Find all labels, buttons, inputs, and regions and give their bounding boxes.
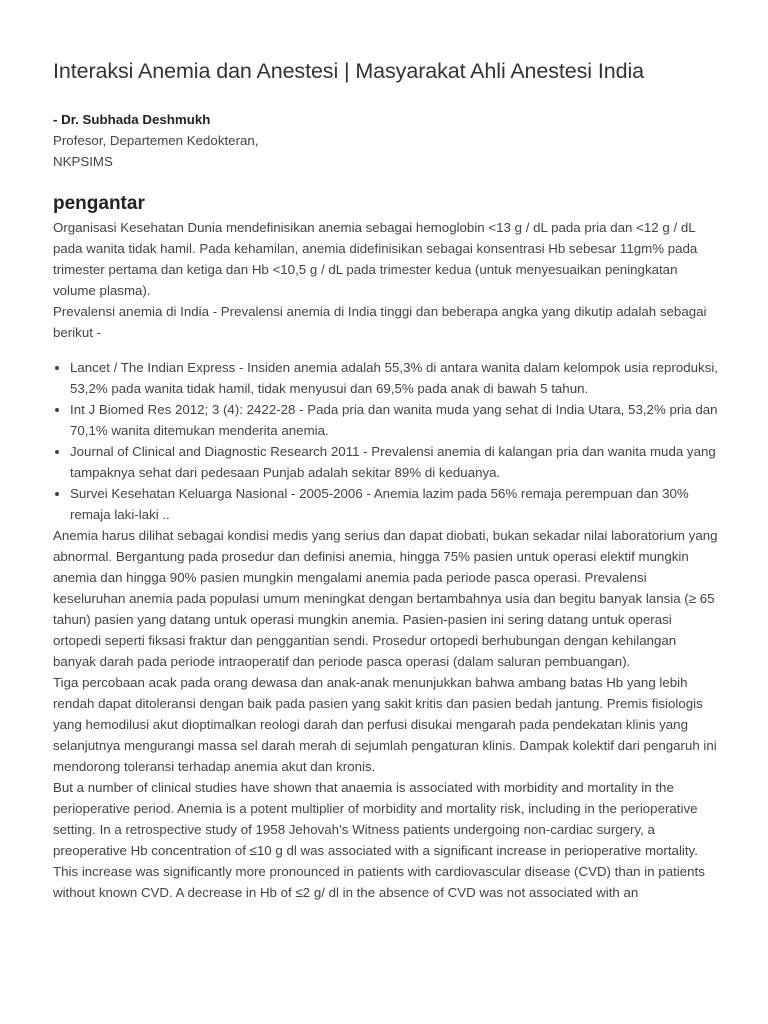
prevalence-list bbox=[53, 357, 718, 525]
paragraph-clinical-studies: But a number of clinical studies have shown that anaemia is associated with morbidity and mortality in the perioperative period. Anemia is a potent multiplier of morbidity and mortality risk, including in the perioperative setting. In a retrospective study of 1958 Jehovah’s Witness patients undergoing non-cardiac surgery, a preoperative Hb concentration of ≤10 g dl was associated with a significant increase in perioperative mortality. This increase was significantly more pronounced in patients with cardiovascular disease (CVD) than in patients without known CVD. A decrease in Hb of ≤2 g/ dl in the absence of CVD was not associated with an bbox=[53, 780, 705, 900]
list-item: • Int J Biomed Res 2012; 3 (4): 2422-28 - Pada pria dan wanita muda yang sehat di India Utara, 53,2% pria dan 70,1% wanita ditemukan menderita anemia. bbox=[70, 399, 718, 441]
list-item: • Lancet / The Indian Express - Insiden anemia adalah 55,3% di antara wanita dalam kelompok usia reproduksi, 53,2% pada wanita tidak hamil, tidak menyusui dan 69,5% pada anak di bawah 5 tahun. bbox=[70, 357, 718, 399]
author-affiliation-line2: NKPSIMS bbox=[53, 154, 113, 169]
paragraph-trials: Tiga percobaan acak pada orang dewasa dan anak-anak menunjukkan bahwa ambang batas Hb yang lebih rendah dapat ditoleransi dengan baik pada pasien yang sakit kritis dan pasien bedah jantung. Premis fisiologis yang hemodilusi akut dioptimalkan reologi darah dan perfusi disukai mengarah pada pendekatan klinis yang selanjutnya mengurangi massa sel darah merah di sejumlah pengaturan klinis. Dampak kolektif dari pengaruh ini mendorong toleransi terhadap anemia akut dan kronis. bbox=[53, 675, 717, 774]
paragraph-prevalence-intro: Prevalensi anemia di India - Prevalensi anemia di India tinggi dan beberapa angka yang dikutip adalah sebagai berikut - bbox=[53, 304, 707, 340]
page-title: Interaksi Anemia dan Anestesi | Masyarakat Ahli Anestesi India bbox=[53, 59, 644, 83]
list-item: • Journal of Clinical and Diagnostic Research 2011 - Prevalensi anemia di kalangan pria dan wanita muda yang tampaknya sehat dari pedesaan Punjab adalah sekitar 89% di keduanya. bbox=[70, 441, 718, 483]
paragraph-who-definition: Organisasi Kesehatan Dunia mendefinisikan anemia sebagai hemoglobin <13 g / dL pada pria dan <12 g / dL pada wanita tidak hamil. Pada kehamilan, anemia didefinisikan sebagai konsentrasi Hb sebesar 11gm% pada trimester pertama dan ketiga dan Hb <10,5 g / dL pada trimester kedua (untuk menyesuaikan peningkatan volume plasma). bbox=[53, 220, 698, 298]
section-heading: pengantar bbox=[53, 193, 145, 214]
paragraph-anemia-medical: Anemia harus dilihat sebagai kondisi medis yang serius dan dapat diobati, bukan sekadar nilai laboratorium yang abnormal. Bergantung pada prosedur dan definisi anemia, hingga 75% pasien untuk operasi elektif mungkin anemia dan hingga 90% pasien mungkin mengalami anemia pada periode pasca operasi. Prevalensi keseluruhan anemia pada populasi umum meningkat dengan bertambahnya usia dan begitu banyak lansia (≥ 65 tahun) pasien yang datang untuk operasi mungkin anemia. Pasien-pasien ini sering datang untuk operasi ortopedi seperti fiksasi fraktur dan penggantian sendi. Prosedur ortopedi berhubungan dengan kehilangan banyak darah pada periode intraoperatif dan periode pasca operasi (dalam saluran pembuangan). bbox=[53, 528, 718, 669]
author-affiliation-line1: Profesor, Departemen Kedokteran, bbox=[53, 133, 259, 148]
list-item: • Survei Kesehatan Keluarga Nasional - 2005-2006 - Anemia lazim pada 56% remaja perempuan dan 30% remaja laki-laki .. bbox=[70, 483, 718, 525]
author-name: - Dr. Subhada Deshmukh bbox=[53, 112, 211, 127]
article-body bbox=[53, 56, 718, 903]
